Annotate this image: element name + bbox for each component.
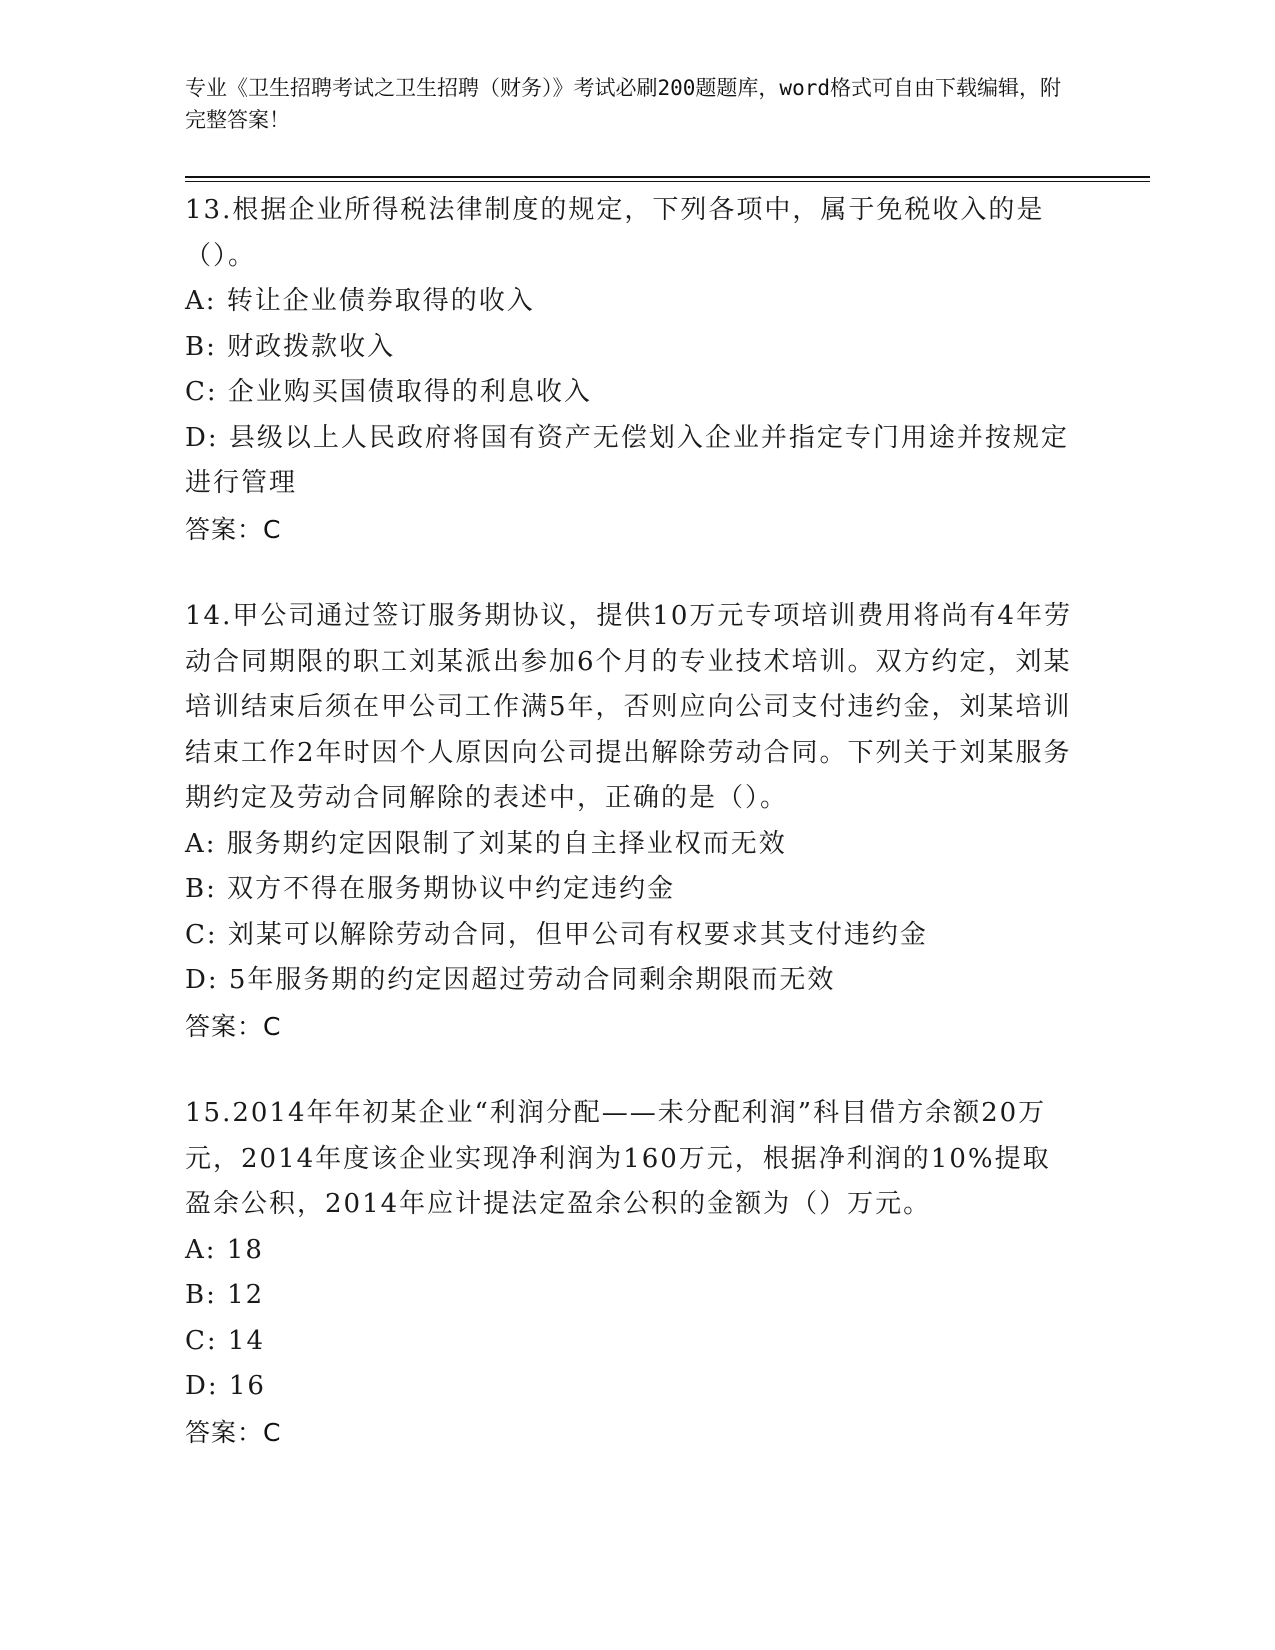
option-a: A: 服务期约定因限制了刘某的自主择业权而无效 <box>185 828 787 859</box>
option-d: D: 16 <box>185 1371 266 1401</box>
question-stem: 14.甲公司通过签订服务期协议，提供10万元专项培训费用将尚有4年劳动合同期限的职工刘某派出参加6个月的专业技术培训。双方约定，刘某培训结束后须在甲公司工作满5年，否则应向公司支付违约金，刘某培训结束工作2年时因个人原因向公司提出解除劳动合同。下列关于刘某服务期约定及劳动合同解除的表述中，正确的是（）。 <box>185 601 1072 813</box>
answer: 答案：C <box>185 514 282 544</box>
header-rule-thick <box>185 176 1150 178</box>
header-rule-thin <box>185 181 1150 182</box>
answer: 答案：C <box>185 1011 282 1041</box>
option-c: C: 刘某可以解除劳动合同，但甲公司有权要求其支付违约金 <box>185 919 928 950</box>
question-13 <box>185 188 1075 552</box>
option-a: A: 转让企业债券取得的收入 <box>185 286 535 316</box>
page-header: 专业《卫生招聘考试之卫生招聘（财务）》考试必刷200题题库，word格式可自由下载编辑，附完整答案！ <box>185 76 1061 132</box>
question-14 <box>185 594 1075 1049</box>
question-gap <box>185 1049 1075 1091</box>
option-c: C: 企业购买国债取得的利息收入 <box>185 377 592 407</box>
option-b: B: 12 <box>185 1280 265 1310</box>
question-list <box>185 188 1075 1455</box>
question-stem: 15.2014年年初某企业“利润分配——未分配利润”科目借方余额20万元，2014年度该企业实现净利润为160万元，根据净利润的10%提取盈余公积，2014年应计提法定盈余公积的金额为（）万元。 <box>185 1098 1051 1219</box>
answer: 答案：C <box>185 1417 282 1447</box>
option-a: A: 18 <box>185 1234 264 1265</box>
option-d: D: 5年服务期的约定因超过劳动合同剩余期限而无效 <box>185 965 836 995</box>
question-stem: 13.根据企业所得税法律制度的规定，下列各项中，属于免税收入的是（）。 <box>185 195 1045 271</box>
option-d: D: 县级以上人民政府将国有资产无偿划入企业并指定专门用途并按规定进行管理 <box>185 422 1069 498</box>
option-c: C: 14 <box>185 1325 266 1356</box>
option-b: B: 双方不得在服务期协议中约定违约金 <box>185 874 676 904</box>
option-b: B: 财政拨款收入 <box>185 331 396 362</box>
question-gap <box>185 552 1075 594</box>
question-15 <box>185 1091 1075 1455</box>
